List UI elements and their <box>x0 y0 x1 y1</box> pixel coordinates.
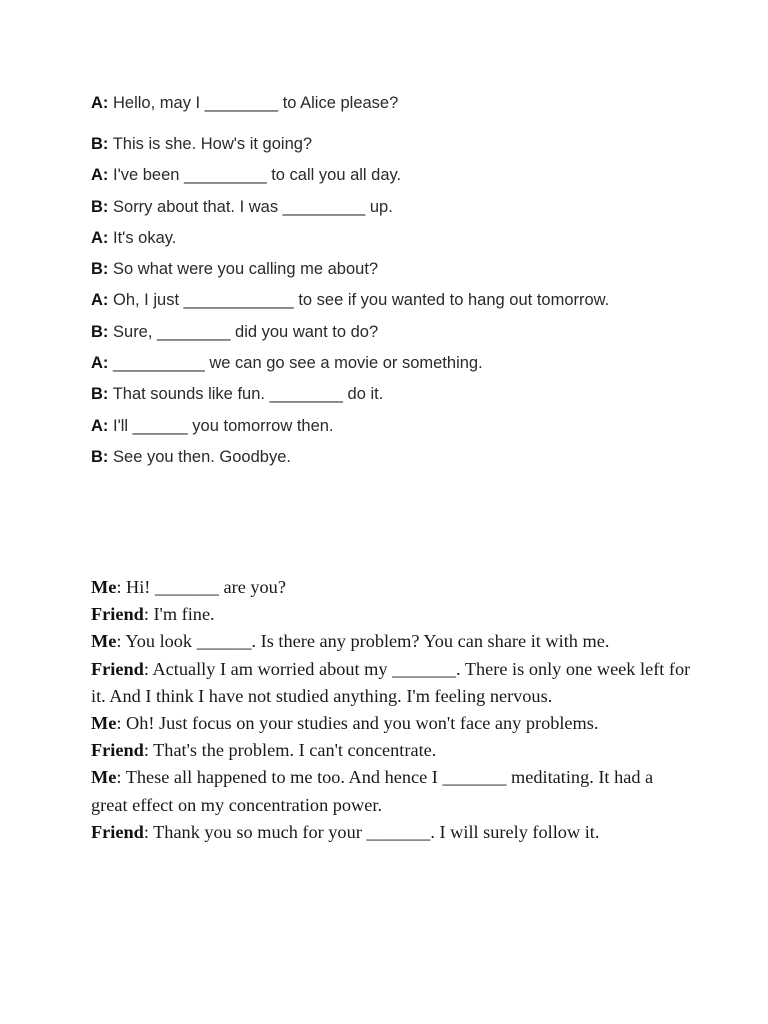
line-text: I'll ______ you tomorrow then. <box>108 416 334 435</box>
dialogue-line <box>91 321 731 352</box>
dialogue-line <box>91 601 691 628</box>
line-text: I've been _________ to call you all day. <box>108 166 402 185</box>
line-text: : I'm fine. <box>143 604 215 625</box>
line-text: : Oh! Just focus on your studies and you won't face any problems. <box>116 713 599 734</box>
speaker-label: Me <box>91 577 117 597</box>
dialogue-line <box>91 133 731 164</box>
speaker-label: B: <box>91 135 109 153</box>
speaker-label: A: <box>91 354 109 373</box>
dialogue-line <box>91 446 731 477</box>
line-text: __________ we can go see a movie or something. <box>108 354 483 373</box>
friend-conversation-dialogue <box>91 574 691 846</box>
line-text: So what were you calling me about? <box>108 260 379 279</box>
dialogue-line <box>91 574 691 601</box>
dialogue-line <box>91 656 691 710</box>
speaker-label: Friend <box>91 740 144 761</box>
line-text: That sounds like fun. ________ do it. <box>108 385 384 404</box>
speaker-label: Friend <box>91 658 144 679</box>
speaker-label: Me <box>91 767 117 788</box>
line-text: Sure, ________ did you want to do? <box>108 322 379 341</box>
line-text: Oh, I just ____________ to see if you wanted to hang out tomorrow. <box>108 291 610 310</box>
line-text: It's okay. <box>108 228 177 247</box>
dialogue-line <box>91 737 691 764</box>
dialogue-line <box>91 710 691 737</box>
dialogue-line <box>91 92 731 133</box>
line-text: : That's the problem. I can't concentrate. <box>143 740 437 761</box>
line-text: : These all happened to me too. And hence I _______ meditating. It had a great effect on my concentration power. <box>91 767 654 815</box>
dialogue-line <box>91 764 691 818</box>
speaker-label: B: <box>91 260 109 279</box>
speaker-label: A: <box>91 228 109 247</box>
dialogue-line <box>91 196 731 227</box>
line-text: See you then. Goodbye. <box>108 447 291 466</box>
speaker-label: B: <box>91 322 109 341</box>
line-text: Hello, may I ________ to Alice please? <box>108 94 399 112</box>
speaker-label: B: <box>91 447 109 466</box>
dialogue-line <box>91 415 731 446</box>
dialogue-line <box>91 819 691 846</box>
speaker-label: Me <box>91 631 117 652</box>
speaker-label: Me <box>91 713 117 734</box>
line-text: : Actually I am worried about my _______. There is only one week left for it. And I think I have not studied anything. I'm feeling nervous. <box>91 658 691 706</box>
speaker-label: B: <box>91 385 109 404</box>
speaker-label: Friend <box>91 604 144 625</box>
dialogue-line <box>91 352 731 383</box>
speaker-label: A: <box>91 94 109 112</box>
speaker-label: A: <box>91 166 109 185</box>
line-text: This is she. How's it going? <box>108 135 313 153</box>
dialogue-line <box>91 289 731 320</box>
dialogue-line <box>91 164 731 195</box>
line-text: Sorry about that. I was _________ up. <box>108 197 393 216</box>
dialogue-line <box>91 227 731 258</box>
line-text: : You look ______. Is there any problem? You can share it with me. <box>116 631 610 652</box>
speaker-label: B: <box>91 197 109 216</box>
dialogue-line <box>91 383 731 414</box>
line-text: : Hi! _______ are you? <box>116 577 286 597</box>
speaker-label: Friend <box>91 821 144 842</box>
line-text: : Thank you so much for your _______. I will surely follow it. <box>143 821 600 842</box>
speaker-label: A: <box>91 291 109 310</box>
phone-call-dialogue <box>91 92 731 477</box>
speaker-label: A: <box>91 416 109 435</box>
dialogue-line <box>91 258 731 289</box>
dialogue-line <box>91 628 691 655</box>
